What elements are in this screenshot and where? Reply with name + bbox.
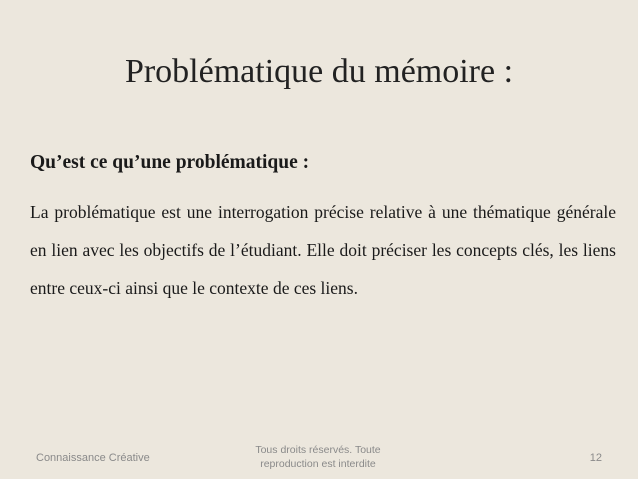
page-number: 12: [589, 452, 602, 464]
footer-copyright: [218, 443, 418, 471]
footer-author: Connaissance Créative: [36, 452, 150, 464]
footer-copyright-line1: Tous droits réservés. Toute: [255, 444, 381, 456]
slide-title: Problématique du mémoire :: [124, 53, 514, 90]
footer-copyright-line2: reproduction est interdite: [260, 458, 376, 470]
body-paragraph: La problématique est une interrogation précise relative à une thématique générale en lien avec les objectifs de l’étudiant. Elle doit préciser les concepts clés, les liens entre ceux-ci ainsi que le contexte de ces liens.: [30, 202, 616, 298]
question-heading: Qu’est ce qu’une problématique :: [30, 152, 310, 173]
